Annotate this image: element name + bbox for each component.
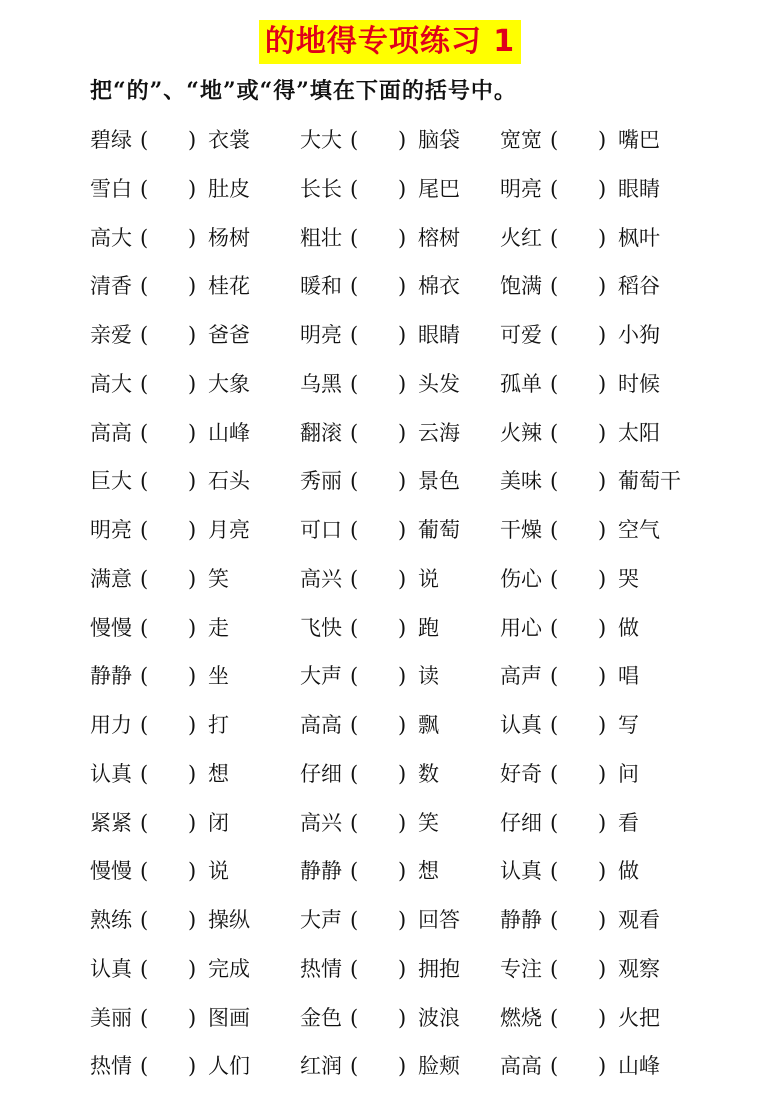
- blank-open-paren[interactable]: (: [350, 128, 359, 152]
- blank-open-paren[interactable]: (: [550, 908, 559, 932]
- blank-open-paren[interactable]: (: [140, 713, 149, 737]
- target-word: 桂花: [208, 274, 250, 299]
- blank-open-paren[interactable]: (: [140, 615, 149, 640]
- blank-close-paren[interactable]: ): [188, 128, 197, 152]
- blank-close-paren[interactable]: ): [398, 371, 407, 396]
- blank-open-paren[interactable]: (: [140, 1054, 149, 1079]
- blank-close-paren[interactable]: ): [398, 908, 407, 932]
- target-word: 头发: [418, 371, 460, 396]
- target-word: 尾巴: [418, 176, 460, 201]
- exercise-row: [0, 849, 780, 898]
- blank-open-paren[interactable]: (: [550, 1054, 559, 1079]
- blank-close-paren[interactable]: ): [188, 323, 197, 347]
- target-word: 飘: [418, 713, 439, 737]
- blank-close-paren[interactable]: ): [598, 713, 607, 737]
- modifier-word: 明亮: [300, 323, 342, 347]
- blank-close-paren[interactable]: ): [398, 615, 407, 640]
- blank-open-paren[interactable]: (: [140, 956, 149, 981]
- blank-open-paren[interactable]: (: [140, 566, 149, 591]
- target-word: 走: [208, 615, 229, 640]
- exercise-row: [0, 703, 780, 752]
- modifier-word: 认真: [90, 956, 132, 981]
- exercise-row: [0, 898, 780, 947]
- blank-open-paren[interactable]: (: [350, 1054, 359, 1079]
- target-word: 想: [208, 761, 229, 786]
- target-word: 回答: [418, 908, 460, 932]
- exercise-row: [0, 947, 780, 996]
- modifier-word: 满意: [90, 566, 132, 591]
- modifier-word: 高高: [300, 713, 342, 737]
- modifier-word: 明亮: [500, 176, 542, 201]
- target-word: 做: [618, 859, 639, 884]
- modifier-word: 火辣: [500, 420, 542, 445]
- title-wrap: [0, 20, 780, 64]
- modifier-word: 美丽: [90, 1005, 132, 1030]
- blank-open-paren[interactable]: (: [140, 810, 149, 835]
- modifier-word: 暖和: [300, 274, 342, 299]
- blank-open-paren[interactable]: (: [350, 274, 359, 299]
- modifier-word: 长长: [300, 176, 342, 201]
- blank-close-paren[interactable]: ): [598, 664, 607, 689]
- target-word: 图画: [208, 1005, 250, 1030]
- blank-open-paren[interactable]: (: [140, 518, 149, 542]
- modifier-word: 仔细: [500, 810, 542, 835]
- blank-open-paren[interactable]: (: [350, 713, 359, 737]
- target-word: 观察: [618, 956, 660, 981]
- blank-open-paren[interactable]: (: [550, 518, 559, 542]
- blank-close-paren[interactable]: ): [598, 323, 607, 347]
- modifier-word: 认真: [500, 713, 542, 737]
- blank-open-paren[interactable]: (: [550, 274, 559, 299]
- blank-close-paren[interactable]: ): [398, 1005, 407, 1030]
- blank-close-paren[interactable]: ): [398, 128, 407, 152]
- exercise-row: [0, 557, 780, 606]
- modifier-word: 热情: [90, 1054, 132, 1079]
- blank-open-paren[interactable]: (: [550, 810, 559, 835]
- target-word: 山峰: [208, 420, 250, 445]
- blank-close-paren[interactable]: ): [188, 1005, 197, 1030]
- blank-close-paren[interactable]: ): [188, 761, 197, 786]
- blank-open-paren[interactable]: (: [140, 128, 149, 152]
- target-word: 操纵: [208, 908, 250, 932]
- exercise-row: [0, 216, 780, 265]
- target-word: 哭: [618, 566, 639, 591]
- blank-open-paren[interactable]: (: [350, 956, 359, 981]
- modifier-word: 清香: [90, 274, 132, 299]
- modifier-word: 乌黑: [300, 371, 342, 396]
- modifier-word: 认真: [500, 859, 542, 884]
- blank-close-paren[interactable]: ): [188, 615, 197, 640]
- blank-close-paren[interactable]: ): [598, 566, 607, 591]
- modifier-word: 亲爱: [90, 323, 132, 347]
- exercise-row: [0, 118, 780, 167]
- blank-close-paren[interactable]: ): [598, 420, 607, 445]
- blank-close-paren[interactable]: ): [598, 274, 607, 299]
- target-word: 眼睛: [418, 323, 460, 347]
- blank-open-paren[interactable]: (: [550, 225, 559, 250]
- modifier-word: 高高: [500, 1054, 542, 1079]
- blank-close-paren[interactable]: ): [598, 810, 607, 835]
- exercise-row: [0, 752, 780, 801]
- blank-close-paren[interactable]: ): [188, 225, 197, 250]
- exercise-row: [0, 362, 780, 411]
- target-word: 稻谷: [618, 274, 660, 299]
- target-word: 想: [418, 859, 439, 884]
- modifier-word: 高声: [500, 664, 542, 689]
- blank-close-paren[interactable]: ): [188, 176, 197, 201]
- exercise-row: [0, 411, 780, 460]
- modifier-word: 专注: [500, 956, 542, 981]
- modifier-word: 翻滚: [300, 420, 342, 445]
- blank-open-paren[interactable]: (: [550, 566, 559, 591]
- blank-open-paren[interactable]: (: [550, 371, 559, 396]
- blank-open-paren[interactable]: (: [550, 615, 559, 640]
- blank-open-paren[interactable]: (: [550, 761, 559, 786]
- blank-close-paren[interactable]: ): [188, 713, 197, 737]
- blank-open-paren[interactable]: (: [350, 810, 359, 835]
- exercise-row: [0, 654, 780, 703]
- modifier-word: 饱满: [500, 274, 542, 299]
- blank-close-paren[interactable]: ): [398, 225, 407, 250]
- modifier-word: 巨大: [90, 469, 132, 494]
- page-title: 的地得专项练习 1: [259, 20, 521, 64]
- blank-close-paren[interactable]: ): [398, 713, 407, 737]
- blank-open-paren[interactable]: (: [140, 420, 149, 445]
- blank-close-paren[interactable]: ): [188, 420, 197, 445]
- blank-close-paren[interactable]: ): [398, 274, 407, 299]
- blank-close-paren[interactable]: ): [598, 761, 607, 786]
- blank-open-paren[interactable]: (: [140, 274, 149, 299]
- modifier-word: 热情: [300, 956, 342, 981]
- blank-open-paren[interactable]: (: [350, 323, 359, 347]
- blank-close-paren[interactable]: ): [598, 615, 607, 640]
- modifier-word: 熟练: [90, 908, 132, 932]
- target-word: 写: [618, 713, 639, 737]
- target-word: 笑: [418, 810, 439, 835]
- target-word: 棉衣: [418, 274, 460, 299]
- target-word: 脑袋: [418, 128, 460, 152]
- instruction-text: 把“的”、“地”或“得”填在下面的括号中。: [90, 78, 517, 104]
- modifier-word: 干燥: [500, 518, 542, 542]
- blank-close-paren[interactable]: ): [398, 1054, 407, 1079]
- target-word: 闭: [208, 810, 229, 835]
- target-word: 问: [618, 761, 639, 786]
- modifier-word: 燃烧: [500, 1005, 542, 1030]
- target-word: 脸颊: [418, 1054, 460, 1079]
- target-word: 云海: [418, 420, 460, 445]
- blank-open-paren[interactable]: (: [550, 420, 559, 445]
- modifier-word: 认真: [90, 761, 132, 786]
- modifier-word: 碧绿: [90, 128, 132, 152]
- blank-close-paren[interactable]: ): [188, 859, 197, 884]
- blank-open-paren[interactable]: (: [350, 664, 359, 689]
- modifier-word: 大声: [300, 908, 342, 932]
- modifier-word: 高兴: [300, 566, 342, 591]
- blank-open-paren[interactable]: (: [550, 1005, 559, 1030]
- blank-open-paren[interactable]: (: [350, 518, 359, 542]
- modifier-word: 仔细: [300, 761, 342, 786]
- blank-close-paren[interactable]: ): [598, 518, 607, 542]
- target-word: 榕树: [418, 225, 460, 250]
- target-word: 坐: [208, 664, 229, 689]
- blank-close-paren[interactable]: ): [188, 371, 197, 396]
- blank-close-paren[interactable]: ): [398, 323, 407, 347]
- blank-close-paren[interactable]: ): [398, 761, 407, 786]
- blank-close-paren[interactable]: ): [398, 810, 407, 835]
- modifier-word: 用力: [90, 713, 132, 737]
- modifier-word: 金色: [300, 1005, 342, 1030]
- blank-open-paren[interactable]: (: [550, 859, 559, 884]
- modifier-word: 大声: [300, 664, 342, 689]
- blank-open-paren[interactable]: (: [550, 956, 559, 981]
- modifier-word: 可爱: [500, 323, 542, 347]
- blank-open-paren[interactable]: (: [140, 225, 149, 250]
- blank-close-paren[interactable]: ): [398, 420, 407, 445]
- blank-close-paren[interactable]: ): [188, 664, 197, 689]
- blank-close-paren[interactable]: ): [598, 128, 607, 152]
- target-word: 打: [208, 713, 229, 737]
- target-word: 嘴巴: [618, 128, 660, 152]
- target-word: 说: [418, 566, 439, 591]
- target-word: 空气: [618, 518, 660, 542]
- blank-close-paren[interactable]: ): [598, 1005, 607, 1030]
- modifier-word: 雪白: [90, 176, 132, 201]
- blank-close-paren[interactable]: ): [398, 518, 407, 542]
- blank-close-paren[interactable]: ): [598, 859, 607, 884]
- exercise-list: [0, 118, 780, 1093]
- target-word: 观看: [618, 908, 660, 932]
- modifier-word: 可口: [300, 518, 342, 542]
- blank-close-paren[interactable]: ): [598, 908, 607, 932]
- blank-close-paren[interactable]: ): [398, 469, 407, 494]
- exercise-row: [0, 167, 780, 216]
- exercise-row: [0, 996, 780, 1045]
- exercise-row: [0, 1044, 780, 1093]
- blank-close-paren[interactable]: ): [188, 274, 197, 299]
- exercise-row: [0, 606, 780, 655]
- blank-open-paren[interactable]: (: [550, 664, 559, 689]
- target-word: 跑: [418, 615, 439, 640]
- target-word: 爸爸: [208, 323, 250, 347]
- blank-open-paren[interactable]: (: [140, 469, 149, 494]
- blank-open-paren[interactable]: (: [140, 859, 149, 884]
- target-word: 看: [618, 810, 639, 835]
- target-word: 拥抱: [418, 956, 460, 981]
- exercise-row: [0, 264, 780, 313]
- blank-open-paren[interactable]: (: [350, 469, 359, 494]
- modifier-word: 秀丽: [300, 469, 342, 494]
- modifier-word: 粗壮: [300, 225, 342, 250]
- blank-close-paren[interactable]: ): [598, 225, 607, 250]
- blank-open-paren[interactable]: (: [140, 908, 149, 932]
- modifier-word: 慢慢: [90, 615, 132, 640]
- blank-open-paren[interactable]: (: [140, 761, 149, 786]
- target-word: 景色: [418, 469, 460, 494]
- modifier-word: 高高: [90, 420, 132, 445]
- modifier-word: 大大: [300, 128, 342, 152]
- modifier-word: 高大: [90, 371, 132, 396]
- target-word: 大象: [208, 371, 250, 396]
- target-word: 枫叶: [618, 225, 660, 250]
- blank-close-paren[interactable]: ): [188, 810, 197, 835]
- blank-close-paren[interactable]: ): [188, 908, 197, 932]
- blank-close-paren[interactable]: ): [188, 566, 197, 591]
- modifier-word: 美味: [500, 469, 542, 494]
- modifier-word: 静静: [300, 859, 342, 884]
- modifier-word: 慢慢: [90, 859, 132, 884]
- blank-open-paren[interactable]: (: [350, 566, 359, 591]
- target-word: 肚皮: [208, 176, 250, 201]
- modifier-word: 火红: [500, 225, 542, 250]
- blank-open-paren[interactable]: (: [350, 225, 359, 250]
- blank-open-paren[interactable]: (: [140, 1005, 149, 1030]
- blank-open-paren[interactable]: (: [350, 908, 359, 932]
- blank-close-paren[interactable]: ): [598, 371, 607, 396]
- target-word: 眼睛: [618, 176, 660, 201]
- blank-open-paren[interactable]: (: [350, 615, 359, 640]
- blank-close-paren[interactable]: ): [598, 469, 607, 494]
- blank-open-paren[interactable]: (: [350, 420, 359, 445]
- exercise-row: [0, 459, 780, 508]
- exercise-row: [0, 801, 780, 850]
- blank-open-paren[interactable]: (: [350, 761, 359, 786]
- blank-close-paren[interactable]: ): [188, 1054, 197, 1079]
- exercise-row: [0, 508, 780, 557]
- modifier-word: 孤单: [500, 371, 542, 396]
- target-word: 人们: [208, 1054, 250, 1079]
- target-word: 唱: [618, 664, 639, 689]
- blank-open-paren[interactable]: (: [140, 664, 149, 689]
- blank-close-paren[interactable]: ): [598, 176, 607, 201]
- modifier-word: 用心: [500, 615, 542, 640]
- blank-close-paren[interactable]: ): [188, 956, 197, 981]
- target-word: 火把: [618, 1005, 660, 1030]
- modifier-word: 紧紧: [90, 810, 132, 835]
- blank-open-paren[interactable]: (: [550, 128, 559, 152]
- target-word: 小狗: [618, 323, 660, 347]
- target-word: 山峰: [618, 1054, 660, 1079]
- modifier-word: 静静: [500, 908, 542, 932]
- target-word: 读: [418, 664, 439, 689]
- blank-open-paren[interactable]: (: [350, 1005, 359, 1030]
- modifier-word: 明亮: [90, 518, 132, 542]
- modifier-word: 飞快: [300, 615, 342, 640]
- modifier-word: 静静: [90, 664, 132, 689]
- blank-open-paren[interactable]: (: [550, 469, 559, 494]
- modifier-word: 高兴: [300, 810, 342, 835]
- blank-close-paren[interactable]: ): [398, 956, 407, 981]
- target-word: 杨树: [208, 225, 250, 250]
- target-word: 波浪: [418, 1005, 460, 1030]
- modifier-word: 好奇: [500, 761, 542, 786]
- blank-close-paren[interactable]: ): [398, 566, 407, 591]
- blank-close-paren[interactable]: ): [188, 518, 197, 542]
- blank-open-paren[interactable]: (: [140, 371, 149, 396]
- target-word: 笑: [208, 566, 229, 591]
- blank-close-paren[interactable]: ): [398, 664, 407, 689]
- target-word: 石头: [208, 469, 250, 494]
- target-word: 月亮: [208, 518, 250, 542]
- blank-open-paren[interactable]: (: [550, 176, 559, 201]
- blank-open-paren[interactable]: (: [350, 176, 359, 201]
- target-word: 时候: [618, 371, 660, 396]
- blank-close-paren[interactable]: ): [598, 1054, 607, 1079]
- target-word: 太阳: [618, 420, 660, 445]
- target-word: 葡萄: [418, 518, 460, 542]
- blank-open-paren[interactable]: (: [350, 371, 359, 396]
- blank-open-paren[interactable]: (: [350, 859, 359, 884]
- modifier-word: 红润: [300, 1054, 342, 1079]
- exercise-row: [0, 313, 780, 362]
- modifier-word: 高大: [90, 225, 132, 250]
- blank-close-paren[interactable]: ): [398, 859, 407, 884]
- modifier-word: 伤心: [500, 566, 542, 591]
- blank-close-paren[interactable]: ): [598, 956, 607, 981]
- target-word: 衣裳: [208, 128, 250, 152]
- blank-open-paren[interactable]: (: [550, 713, 559, 737]
- blank-open-paren[interactable]: (: [140, 176, 149, 201]
- blank-close-paren[interactable]: ): [398, 176, 407, 201]
- target-word: 葡萄干: [618, 469, 681, 494]
- blank-close-paren[interactable]: ): [188, 469, 197, 494]
- target-word: 完成: [208, 956, 250, 981]
- target-word: 数: [418, 761, 439, 786]
- target-word: 做: [618, 615, 639, 640]
- blank-open-paren[interactable]: (: [550, 323, 559, 347]
- target-word: 说: [208, 859, 229, 884]
- modifier-word: 宽宽: [500, 128, 542, 152]
- blank-open-paren[interactable]: (: [140, 323, 149, 347]
